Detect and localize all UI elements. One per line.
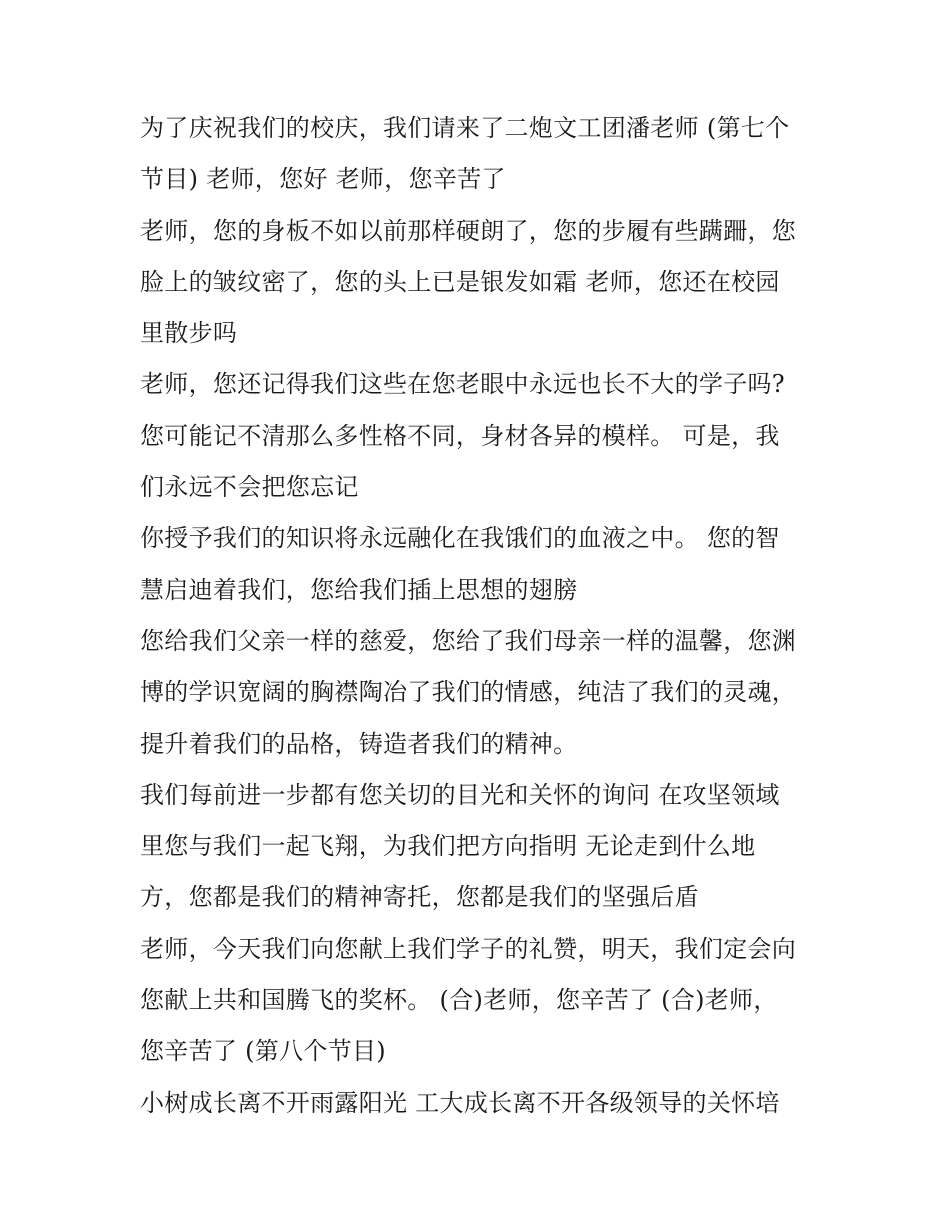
text-line-12: 博的学识宽阔的胸襟陶冶了我们的情感，纯洁了我们的灵魂，: [140, 678, 797, 707]
text-line-19: 您辛苦了 (第八个节目): [140, 1037, 386, 1066]
text-line-6: 老师，您还记得我们这些在您老眼中永远也长不大的学子吗?: [140, 370, 785, 399]
document-body: [140, 103, 830, 1129]
text-line-15: 里您与我们一起飞翔，为我们把方向指明 无论走到什么地: [140, 832, 756, 861]
text-line-17: 老师，今天我们向您献上我们学子的礼赞，明天，我们定会向: [140, 934, 797, 963]
text-line-3: 老师，您的身板不如以前那样硬朗了，您的步履有些蹒跚，您: [140, 216, 797, 245]
text-line-8: 们永远不会把您忘记: [140, 473, 359, 502]
text-line-5: 里散步吗: [140, 319, 238, 348]
text-line-4: 脸上的皱纹密了，您的头上已是银发如霜 老师，您还在校园: [140, 267, 780, 296]
text-line-10: 慧启迪着我们，您给我们插上思想的翅膀: [140, 575, 578, 604]
text-line-11: 您给我们父亲一样的慈爱，您给了我们母亲一样的温馨，您渊: [140, 626, 797, 655]
text-line-16: 方，您都是我们的精神寄托，您都是我们的坚强后盾: [140, 883, 699, 912]
text-line-14: 我们每前进一步都有您关切的目光和关怀的询问 在攻坚领域: [140, 780, 780, 809]
text-line-20: 小树成长离不开雨露阳光 工大成长离不开各级领导的关怀培: [140, 1088, 780, 1117]
text-line-1: 为了庆祝我们的校庆，我们请来了二炮文工团潘老师 (第七个: [140, 114, 790, 142]
text-line-13: 提升着我们的品格，铸造者我们的精神。: [140, 729, 578, 758]
text-line-2: 节目) 老师，您好 老师，您辛苦了: [140, 165, 506, 194]
text-line-7: 您可能记不清那么多性格不同，身材各异的模样。 可是，我: [140, 421, 780, 450]
text-line-9: 你授予我们的知识将永远融化在我饿们的血液之中。 您的智: [140, 524, 780, 553]
text-line-18: 您献上共和国腾飞的奖杯。 (合)老师，您辛苦了 (合)老师，: [140, 986, 778, 1015]
